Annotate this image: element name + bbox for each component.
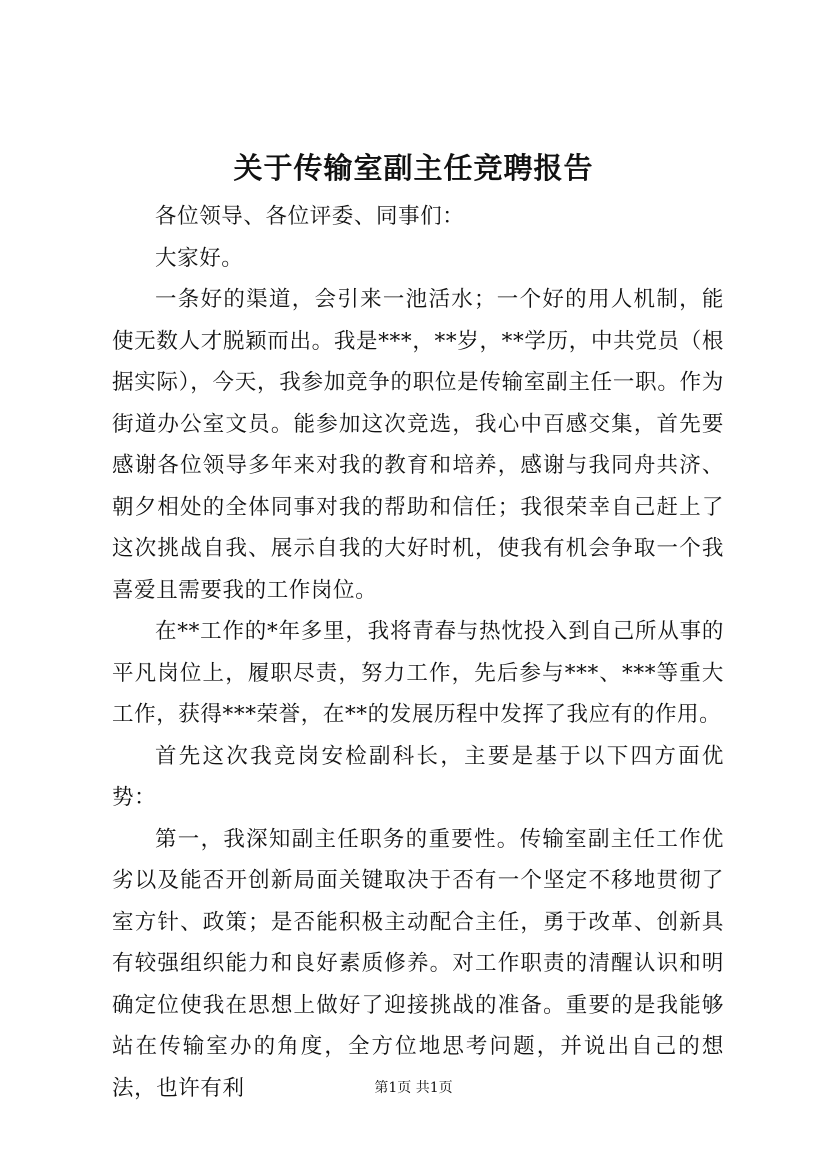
- document-title: 关于传输室副主任竞聘报告: [233, 151, 594, 185]
- page-footer: 第1页 共1页: [374, 1080, 453, 1096]
- paragraph-greeting: 大家好。: [155, 245, 244, 271]
- paragraph-introduction: 一条好的渠道，会引来一池活水；一个好的用人机制，能使无数人才脱颖而出。我是***，**岁，**学历，中共党员（根据实际），今天，我参加竞争的职位是传输室副主任一职。作为街道办公室文员。能参加这次竞选，我心中百感交集，首先要感谢各位领导多年来对我的教育和培养，感谢与我同舟共济、朝夕相处的全体同事对我的帮助和信任；我很荣幸自己赶上了这次挑战自我、展示自我的大好时机，使我有机会争取一个我喜爱且需要我的工作岗位。: [112, 287, 724, 603]
- paragraph-work-experience: 在**工作的*年多里，我将青春与热忱投入到自己所从事的平凡岗位上，履职尽责，努力工作，先后参与***、***等重大工作，获得***荣誉，在**的发展历程中发挥了我应有的作用。: [112, 619, 724, 727]
- paragraph-salutation: 各位领导、各位评委、同事们：: [155, 204, 465, 229]
- document-body: [112, 196, 724, 1109]
- paragraph-advantage-one: 第一，我深知副主任职务的重要性。传输室副主任工作优劣以及能否开创新局面关键取决于否有一个坚定不移地贯彻了室方针、政策；是否能积极主动配合主任，勇于改革、创新具有较强组织能力和良好素质修养。对工作职责的清醒认识和明确定位使我在思想上做好了迎接挑战的准备。重要的是我能够站在传输室办的角度，全方位地思考问题，并说出自己的想法，也许有利: [112, 826, 724, 1101]
- paragraph-advantages-intro: 首先这次我竞岗安检副科长，主要是基于以下四方面优势：: [112, 743, 724, 810]
